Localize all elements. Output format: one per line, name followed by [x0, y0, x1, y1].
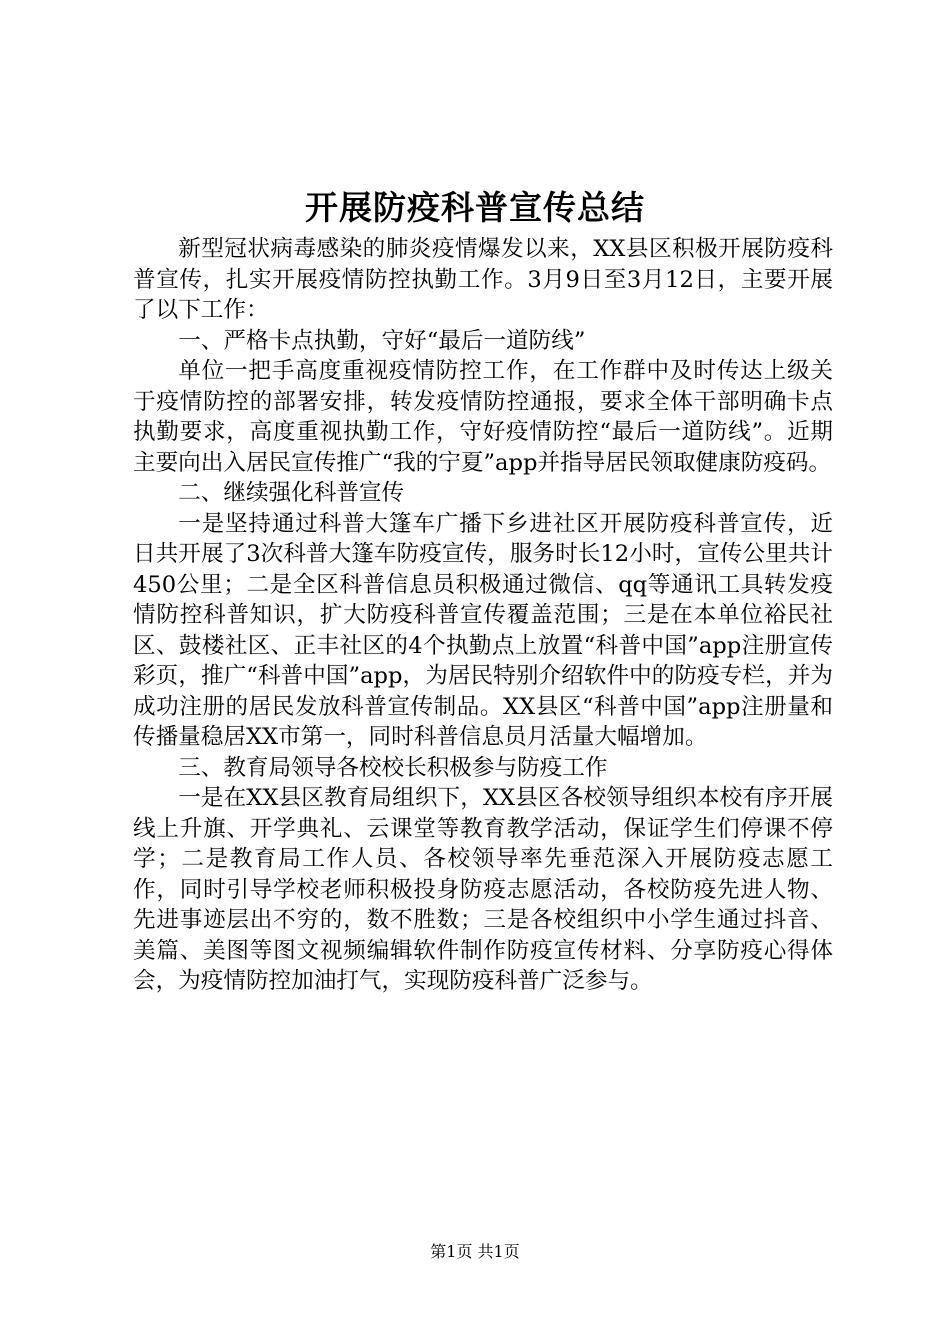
section-heading-3: 三、教育局领导各校校长积极参与防疫工作 — [178, 754, 608, 781]
document-body — [133, 234, 833, 997]
section-paragraph-1: 单位一把手高度重视疫情防控工作，在工作群中及时传达上级关于疫情防控的部署安排，转发疫情防控通报，要求全体干部明确卡点执勤要求，高度重视执勤工作，守好疫情防控“最后一道防线”。近期主要向出入居民宣传推广“我的宁夏”app并指导居民领取健康防疫码。 — [133, 358, 833, 476]
page-footer: 第1页 共1页 — [430, 1242, 520, 1261]
section-heading-2: 二、继续强化科普宣传 — [178, 480, 405, 506]
document-title: 开展防疫科普宣传总结 — [305, 188, 645, 227]
section-heading-1: 一、严格卡点执勤，守好“最后一道防线” — [178, 327, 586, 354]
section-paragraph-3: 一是在XX县区教育局组织下，XX县区各校领导组织本校有序开展线上升旗、开学典礼、云课堂等教育教学活动，保证学生们停课不停学；二是教育局工作人员、各校领导率先垂范深入开展防疫志愿工作，同时引导学校老师积极投身防疫志愿活动，各校防疫先进人物、先进事迹层出不穷的，数不胜数；三是各校组织中小学生通过抖音、美篇、美图等图文视频编辑软件制作防疫宣传材料、分享防疫心得体会，为疫情防控加油打气，实现防疫科普广泛参与。 — [133, 785, 833, 994]
intro-paragraph: 新型冠状病毒感染的肺炎疫情爆发以来，XX县区积极开展防疫科普宣传，扎实开展疫情防控执勤工作。3月9日至3月12日，主要开展了以下工作： — [133, 236, 833, 323]
section-paragraph-2: 一是坚持通过科普大篷车广播下乡进社区开展防疫科普宣传，近日共开展了3次科普大篷车防疫宣传，服务时长12小时，宣传公里共计450公里；二是全区科普信息员积极通过微信、qq等通讯工具转发疫情防控科普知识，扩大防疫科普宣传覆盖范围；三是在本单位裕民社区、鼓楼社区、正丰社区的4个执勤点上放置“科普中国”app注册宣传彩页，推广“科普中国”app，为居民特别介绍软件中的防疫专栏，并为成功注册的居民发放科普宣传制品。XX县区“科普中国”app注册量和传播量稳居XX市第一，同时科普信息员月活量大幅增加。 — [133, 510, 833, 750]
